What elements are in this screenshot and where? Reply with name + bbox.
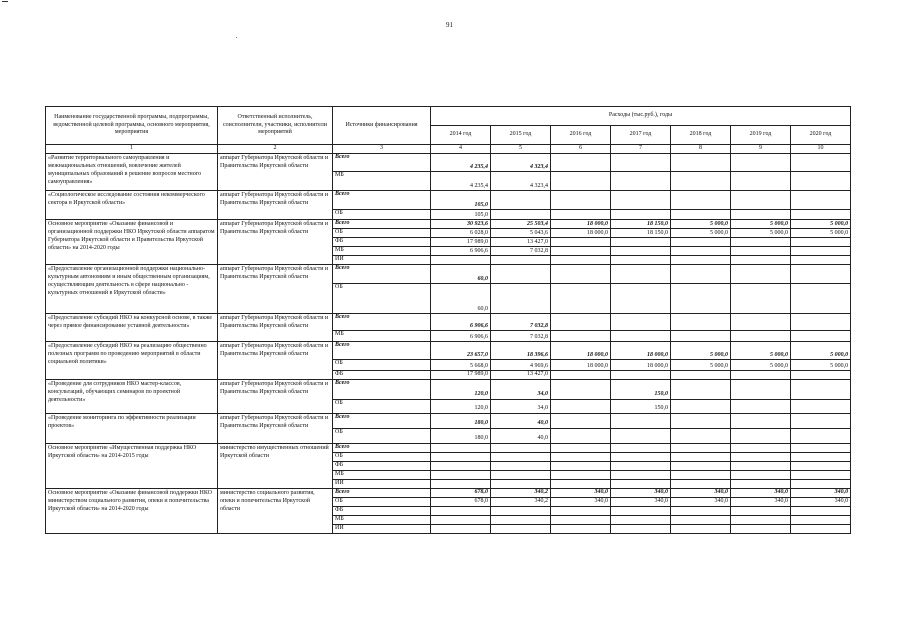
amount-cell: 105,0 <box>431 191 491 210</box>
funding-source: Всего <box>333 413 431 428</box>
amount-cell: 340,2 <box>491 488 551 497</box>
funding-source: МБ <box>333 172 431 191</box>
amount-cell: 678,0 <box>431 497 491 506</box>
amount-cell <box>551 284 611 314</box>
amount-cell: 18 396,6 <box>491 342 551 360</box>
measure-executor: министерство имущественных отношений Иркутской области <box>218 443 333 488</box>
measure-executor: аппарат Губернатора Иркутской области и Правительства Иркутской области <box>218 265 333 314</box>
amount-cell <box>671 265 731 284</box>
table-row <box>46 379 851 399</box>
amount-cell: 6 906,6 <box>431 247 491 256</box>
amount-cell <box>551 452 611 461</box>
amount-cell <box>671 524 731 533</box>
measure-name: «Предоставление организационной поддержки национально-культурным автономиям и иным общественным организациям, осуществляющим деятельность в сфере национально - культурных отношений в Иркутской области» <box>46 265 218 314</box>
amount-cell <box>551 470 611 479</box>
amount-cell: 340,0 <box>791 497 851 506</box>
measure-name: «Развитие территориального самоуправления и межнациональных отношений, вовлечение жителей муниципальных образований в решение вопросов местного самоуправления» <box>46 154 218 191</box>
amount-cell <box>551 399 611 413</box>
funding-source: ОБ <box>333 428 431 443</box>
amount-cell <box>791 265 851 284</box>
amount-cell <box>431 452 491 461</box>
amount-cell <box>491 506 551 515</box>
measure-executor: аппарат Губернатора Иркутской области и Правительства Иркутской области <box>218 220 333 265</box>
amount-cell <box>731 371 791 380</box>
amount-cell <box>551 428 611 443</box>
amount-cell: 60,0 <box>431 284 491 314</box>
amount-cell <box>731 443 791 452</box>
amount-cell: 5 000,0 <box>731 220 791 229</box>
measure-name: Основное мероприятие «Оказание финансовой и организационной поддержки НКО Иркутской области аппаратом Губернатора Иркутской области и Правительства Иркутской области» на 2014-2020 годы <box>46 220 218 265</box>
amount-cell <box>491 443 551 452</box>
table-row <box>46 191 851 210</box>
amount-cell <box>551 331 611 342</box>
amount-cell: 150,0 <box>611 379 671 399</box>
amount-cell <box>791 371 851 380</box>
amount-cell <box>791 479 851 488</box>
amount-cell <box>611 461 671 470</box>
header-year: 2016 год <box>551 126 611 145</box>
amount-cell: 340,0 <box>551 488 611 497</box>
amount-cell <box>491 524 551 533</box>
amount-cell <box>791 379 851 399</box>
header-year: 2018 год <box>671 126 731 145</box>
amount-cell: 5 000,0 <box>791 220 851 229</box>
amount-cell: 180,0 <box>431 428 491 443</box>
amount-cell: 25 503,4 <box>491 220 551 229</box>
amount-cell <box>671 443 731 452</box>
amount-cell: 18 000,0 <box>551 220 611 229</box>
amount-cell <box>491 210 551 220</box>
amount-cell <box>551 210 611 220</box>
funding-source: МБ <box>333 470 431 479</box>
amount-cell <box>491 256 551 265</box>
measure-executor: аппарат Губернатора Иркутской области и Правительства Иркутской области <box>218 191 333 220</box>
table-row <box>46 488 851 497</box>
column-number: 9 <box>731 145 791 154</box>
amount-cell <box>671 191 731 210</box>
amount-cell <box>731 265 791 284</box>
amount-cell: 340,0 <box>731 497 791 506</box>
amount-cell <box>611 428 671 443</box>
amount-cell <box>611 314 671 331</box>
column-number: 7 <box>611 145 671 154</box>
amount-cell <box>671 256 731 265</box>
amount-cell <box>791 210 851 220</box>
amount-cell: 340,0 <box>671 497 731 506</box>
amount-cell <box>671 470 731 479</box>
amount-cell <box>791 247 851 256</box>
scan-speck <box>236 37 237 38</box>
amount-cell <box>791 331 851 342</box>
amount-cell <box>551 506 611 515</box>
scan-corner-mark <box>2 1 8 5</box>
amount-cell <box>671 154 731 172</box>
amount-cell: 5 000,0 <box>731 229 791 238</box>
amount-cell <box>731 399 791 413</box>
amount-cell: 340,0 <box>671 488 731 497</box>
amount-cell <box>491 515 551 524</box>
amount-cell <box>731 428 791 443</box>
amount-cell: 105,0 <box>431 210 491 220</box>
amount-cell <box>611 443 671 452</box>
amount-cell <box>551 515 611 524</box>
financing-table <box>45 106 851 534</box>
column-number: 8 <box>671 145 731 154</box>
amount-cell <box>611 247 671 256</box>
amount-cell: 18 000,0 <box>611 360 671 371</box>
table-row <box>46 154 851 172</box>
amount-cell: 17 989,0 <box>431 238 491 247</box>
amount-cell <box>551 247 611 256</box>
amount-cell <box>671 413 731 428</box>
amount-cell <box>611 154 671 172</box>
amount-cell <box>671 515 731 524</box>
amount-cell <box>791 399 851 413</box>
funding-source: МБ <box>333 515 431 524</box>
amount-cell: 18 150,0 <box>611 220 671 229</box>
funding-source: ФБ <box>333 371 431 380</box>
table-row <box>46 413 851 428</box>
column-number: 1 <box>46 145 218 154</box>
funding-source: ФБ <box>333 238 431 247</box>
amount-cell: 6 906,6 <box>431 331 491 342</box>
amount-cell: 120,0 <box>431 379 491 399</box>
amount-cell <box>491 452 551 461</box>
funding-source: МБ <box>333 331 431 342</box>
amount-cell <box>731 413 791 428</box>
amount-cell <box>791 443 851 452</box>
amount-cell: 5 000,0 <box>671 220 731 229</box>
amount-cell <box>491 470 551 479</box>
amount-cell <box>671 399 731 413</box>
amount-cell: 5 000,0 <box>731 360 791 371</box>
amount-cell: 18 000,0 <box>551 342 611 360</box>
amount-cell <box>551 379 611 399</box>
amount-cell: 18 000,0 <box>611 342 671 360</box>
amount-cell <box>671 172 731 191</box>
amount-cell: 5 668,0 <box>431 360 491 371</box>
header-year: 2014 год <box>431 126 491 145</box>
funding-source: ОБ <box>333 210 431 220</box>
amount-cell <box>551 256 611 265</box>
amount-cell <box>431 479 491 488</box>
amount-cell <box>611 371 671 380</box>
table-row <box>46 443 851 452</box>
amount-cell <box>791 524 851 533</box>
column-number: 6 <box>551 145 611 154</box>
amount-cell <box>731 210 791 220</box>
amount-cell: 13 427,0 <box>491 238 551 247</box>
amount-cell <box>731 515 791 524</box>
funding-source: Всего <box>333 154 431 172</box>
amount-cell <box>611 256 671 265</box>
amount-cell <box>791 428 851 443</box>
funding-source: Всего <box>333 488 431 497</box>
measure-name: «Социологическое исследование состояния некоммерческого сектора в Иркутской области» <box>46 191 218 220</box>
amount-cell <box>611 470 671 479</box>
amount-cell: 18 150,0 <box>611 229 671 238</box>
amount-cell: 340,2 <box>491 497 551 506</box>
amount-cell <box>671 371 731 380</box>
funding-source: ОБ <box>333 452 431 461</box>
amount-cell <box>671 331 731 342</box>
funding-source: ОБ <box>333 497 431 506</box>
funding-source: Всего <box>333 265 431 284</box>
amount-cell <box>551 238 611 247</box>
amount-cell <box>671 461 731 470</box>
amount-cell <box>611 191 671 210</box>
amount-cell <box>611 506 671 515</box>
amount-cell <box>731 191 791 210</box>
amount-cell: 5 000,0 <box>791 360 851 371</box>
amount-cell <box>791 461 851 470</box>
amount-cell <box>431 256 491 265</box>
funding-source: Всего <box>333 220 431 229</box>
amount-cell <box>551 479 611 488</box>
amount-cell <box>611 515 671 524</box>
amount-cell <box>491 284 551 314</box>
measure-executor: аппарат Губернатора Иркутской области и Правительства Иркутской области <box>218 379 333 413</box>
measure-name: Основное мероприятие «Оказание финансовой поддержки НКО министерством социального развития, опеки и попечительства Иркутской области» на 2014-2020 годы <box>46 488 218 533</box>
amount-cell <box>731 154 791 172</box>
column-number: 3 <box>333 145 431 154</box>
amount-cell <box>731 506 791 515</box>
amount-cell <box>551 314 611 331</box>
amount-cell <box>791 506 851 515</box>
amount-cell <box>611 210 671 220</box>
funding-source: ИИ <box>333 479 431 488</box>
amount-cell: 5 000,0 <box>671 360 731 371</box>
amount-cell <box>671 284 731 314</box>
amount-cell: 340,0 <box>611 497 671 506</box>
amount-cell: 180,0 <box>431 413 491 428</box>
amount-cell: 18 000,0 <box>551 360 611 371</box>
measure-executor: аппарат Губернатора Иркутской области и Правительства Иркутской области <box>218 413 333 443</box>
amount-cell <box>731 461 791 470</box>
amount-cell <box>611 452 671 461</box>
amount-cell <box>791 154 851 172</box>
header-year: 2019 год <box>731 126 791 145</box>
amount-cell <box>551 413 611 428</box>
amount-cell: 4 235,4 <box>431 154 491 172</box>
amount-cell <box>731 331 791 342</box>
measure-name: Основное мероприятие «Имущественная поддержка НКО Иркутской области» на 2014-2015 годы <box>46 443 218 488</box>
amount-cell <box>731 524 791 533</box>
amount-cell <box>611 238 671 247</box>
header-name: Наименование государственной программы, подпрограммы, ведомственной целевой программы, основного мероприятия, мероприятия <box>46 107 218 145</box>
amount-cell <box>611 413 671 428</box>
amount-cell <box>611 479 671 488</box>
table-row <box>46 342 851 360</box>
amount-cell: 5 000,0 <box>791 229 851 238</box>
amount-cell <box>731 256 791 265</box>
funding-source: ФБ <box>333 506 431 515</box>
amount-cell: 4 235,4 <box>431 172 491 191</box>
page-number: 91 <box>446 21 453 29</box>
amount-cell <box>791 238 851 247</box>
amount-cell: 40,0 <box>491 413 551 428</box>
amount-cell: 340,0 <box>551 497 611 506</box>
amount-cell <box>791 452 851 461</box>
amount-cell <box>491 479 551 488</box>
amount-cell <box>671 238 731 247</box>
header-executor: Ответственный исполнитель, соисполнители, участники, исполнители мероприятий <box>218 107 333 145</box>
amount-cell: 18 000,0 <box>551 229 611 238</box>
column-number: 2 <box>218 145 333 154</box>
amount-cell <box>731 238 791 247</box>
amount-cell <box>551 154 611 172</box>
amount-cell: 7 032,8 <box>491 247 551 256</box>
amount-cell <box>431 524 491 533</box>
header-year: 2020 год <box>791 126 851 145</box>
table-row <box>46 265 851 284</box>
amount-cell: 17 989,0 <box>431 371 491 380</box>
table-row <box>46 220 851 229</box>
amount-cell <box>791 172 851 191</box>
amount-cell: 5 000,0 <box>671 342 731 360</box>
measure-executor: аппарат Губернатора Иркутской области и Правительства Иркутской области <box>218 154 333 191</box>
amount-cell: 340,0 <box>611 488 671 497</box>
amount-cell <box>611 172 671 191</box>
amount-cell <box>491 461 551 470</box>
amount-cell <box>791 284 851 314</box>
amount-cell: 4 323,4 <box>491 154 551 172</box>
measure-name: «Проведение для сотрудников НКО мастер-классов, консультаций, обучающих семинаров по проектной деятельности» <box>46 379 218 413</box>
amount-cell <box>431 470 491 479</box>
amount-cell <box>791 413 851 428</box>
amount-cell <box>551 265 611 284</box>
amount-cell: 7 032,8 <box>491 331 551 342</box>
amount-cell <box>551 443 611 452</box>
amount-cell <box>551 461 611 470</box>
amount-cell: 678,0 <box>431 488 491 497</box>
amount-cell: 5 000,0 <box>731 342 791 360</box>
amount-cell <box>671 314 731 331</box>
amount-cell <box>671 506 731 515</box>
amount-cell <box>731 470 791 479</box>
amount-cell: 30 923,6 <box>431 220 491 229</box>
amount-cell <box>431 443 491 452</box>
amount-cell: 120,0 <box>431 399 491 413</box>
column-number: 10 <box>791 145 851 154</box>
amount-cell <box>731 314 791 331</box>
amount-cell: 34,0 <box>491 379 551 399</box>
amount-cell <box>671 247 731 256</box>
amount-cell <box>611 265 671 284</box>
amount-cell <box>731 172 791 191</box>
amount-cell <box>491 265 551 284</box>
header-year: 2015 год <box>491 126 551 145</box>
measure-name: «Предоставление субсидий НКО на конкурсной основе, в также через прямое финансирование уставной деятельности» <box>46 314 218 342</box>
amount-cell <box>611 284 671 314</box>
amount-cell <box>731 479 791 488</box>
amount-cell <box>671 428 731 443</box>
header-source: Источники финансирования <box>333 107 431 145</box>
amount-cell <box>731 247 791 256</box>
column-number: 4 <box>431 145 491 154</box>
amount-cell <box>791 191 851 210</box>
amount-cell: 340,0 <box>731 488 791 497</box>
header-year: 2017 год <box>611 126 671 145</box>
funding-source: Всего <box>333 342 431 360</box>
amount-cell: 6 906,6 <box>431 314 491 331</box>
amount-cell <box>551 191 611 210</box>
amount-cell: 4 323,4 <box>491 172 551 191</box>
funding-source: Всего <box>333 314 431 331</box>
amount-cell <box>671 379 731 399</box>
amount-cell <box>791 515 851 524</box>
measure-executor: аппарат Губернатора Иркутской области и Правительства Иркутской области <box>218 314 333 342</box>
measure-executor: аппарат Губернатора Иркутской области и Правительства Иркутской области <box>218 342 333 380</box>
amount-cell <box>731 379 791 399</box>
funding-source: ОБ <box>333 360 431 371</box>
funding-source: Всего <box>333 191 431 210</box>
amount-cell <box>551 524 611 533</box>
amount-cell: 340,0 <box>791 488 851 497</box>
amount-cell: 23 657,0 <box>431 342 491 360</box>
amount-cell <box>791 470 851 479</box>
amount-cell: 5 000,0 <box>671 229 731 238</box>
amount-cell: 40,0 <box>491 428 551 443</box>
amount-cell: 7 032,8 <box>491 314 551 331</box>
funding-source: Всего <box>333 443 431 452</box>
amount-cell <box>611 524 671 533</box>
amount-cell: 6 028,0 <box>431 229 491 238</box>
amount-cell: 4 969,6 <box>491 360 551 371</box>
measure-name: «Проведение мониторинга по эффективности реализации проектов» <box>46 413 218 443</box>
amount-cell <box>491 191 551 210</box>
measure-name: «Предоставление субсидий НКО на реализацию общественно полезных программ по проведению мероприятий в области социальной политики» <box>46 342 218 380</box>
amount-cell: 60,0 <box>431 265 491 284</box>
amount-cell: 34,0 <box>491 399 551 413</box>
funding-source: ОБ <box>333 399 431 413</box>
amount-cell <box>611 331 671 342</box>
amount-cell <box>671 479 731 488</box>
funding-source: Всего <box>333 379 431 399</box>
funding-source: ОБ <box>333 284 431 314</box>
funding-source: ИИ <box>333 524 431 533</box>
funding-source: МБ <box>333 247 431 256</box>
column-number: 5 <box>491 145 551 154</box>
amount-cell <box>551 172 611 191</box>
table-row <box>46 314 851 331</box>
header-expenses: Расходы (тыс.руб.), годы <box>431 107 851 126</box>
amount-cell: 5 043,6 <box>491 229 551 238</box>
amount-cell: 13 427,0 <box>491 371 551 380</box>
amount-cell: 150,0 <box>611 399 671 413</box>
amount-cell <box>671 210 731 220</box>
amount-cell <box>671 452 731 461</box>
amount-cell <box>431 506 491 515</box>
measure-executor: министерство социального развития, опеки и попечительства Иркутской области <box>218 488 333 533</box>
funding-source: ИИ <box>333 256 431 265</box>
amount-cell <box>791 256 851 265</box>
amount-cell: 5 000,0 <box>791 342 851 360</box>
funding-source: ФБ <box>333 461 431 470</box>
amount-cell <box>431 461 491 470</box>
amount-cell <box>791 314 851 331</box>
amount-cell <box>731 452 791 461</box>
amount-cell <box>551 371 611 380</box>
amount-cell <box>731 284 791 314</box>
amount-cell <box>431 515 491 524</box>
funding-source: ОБ <box>333 229 431 238</box>
